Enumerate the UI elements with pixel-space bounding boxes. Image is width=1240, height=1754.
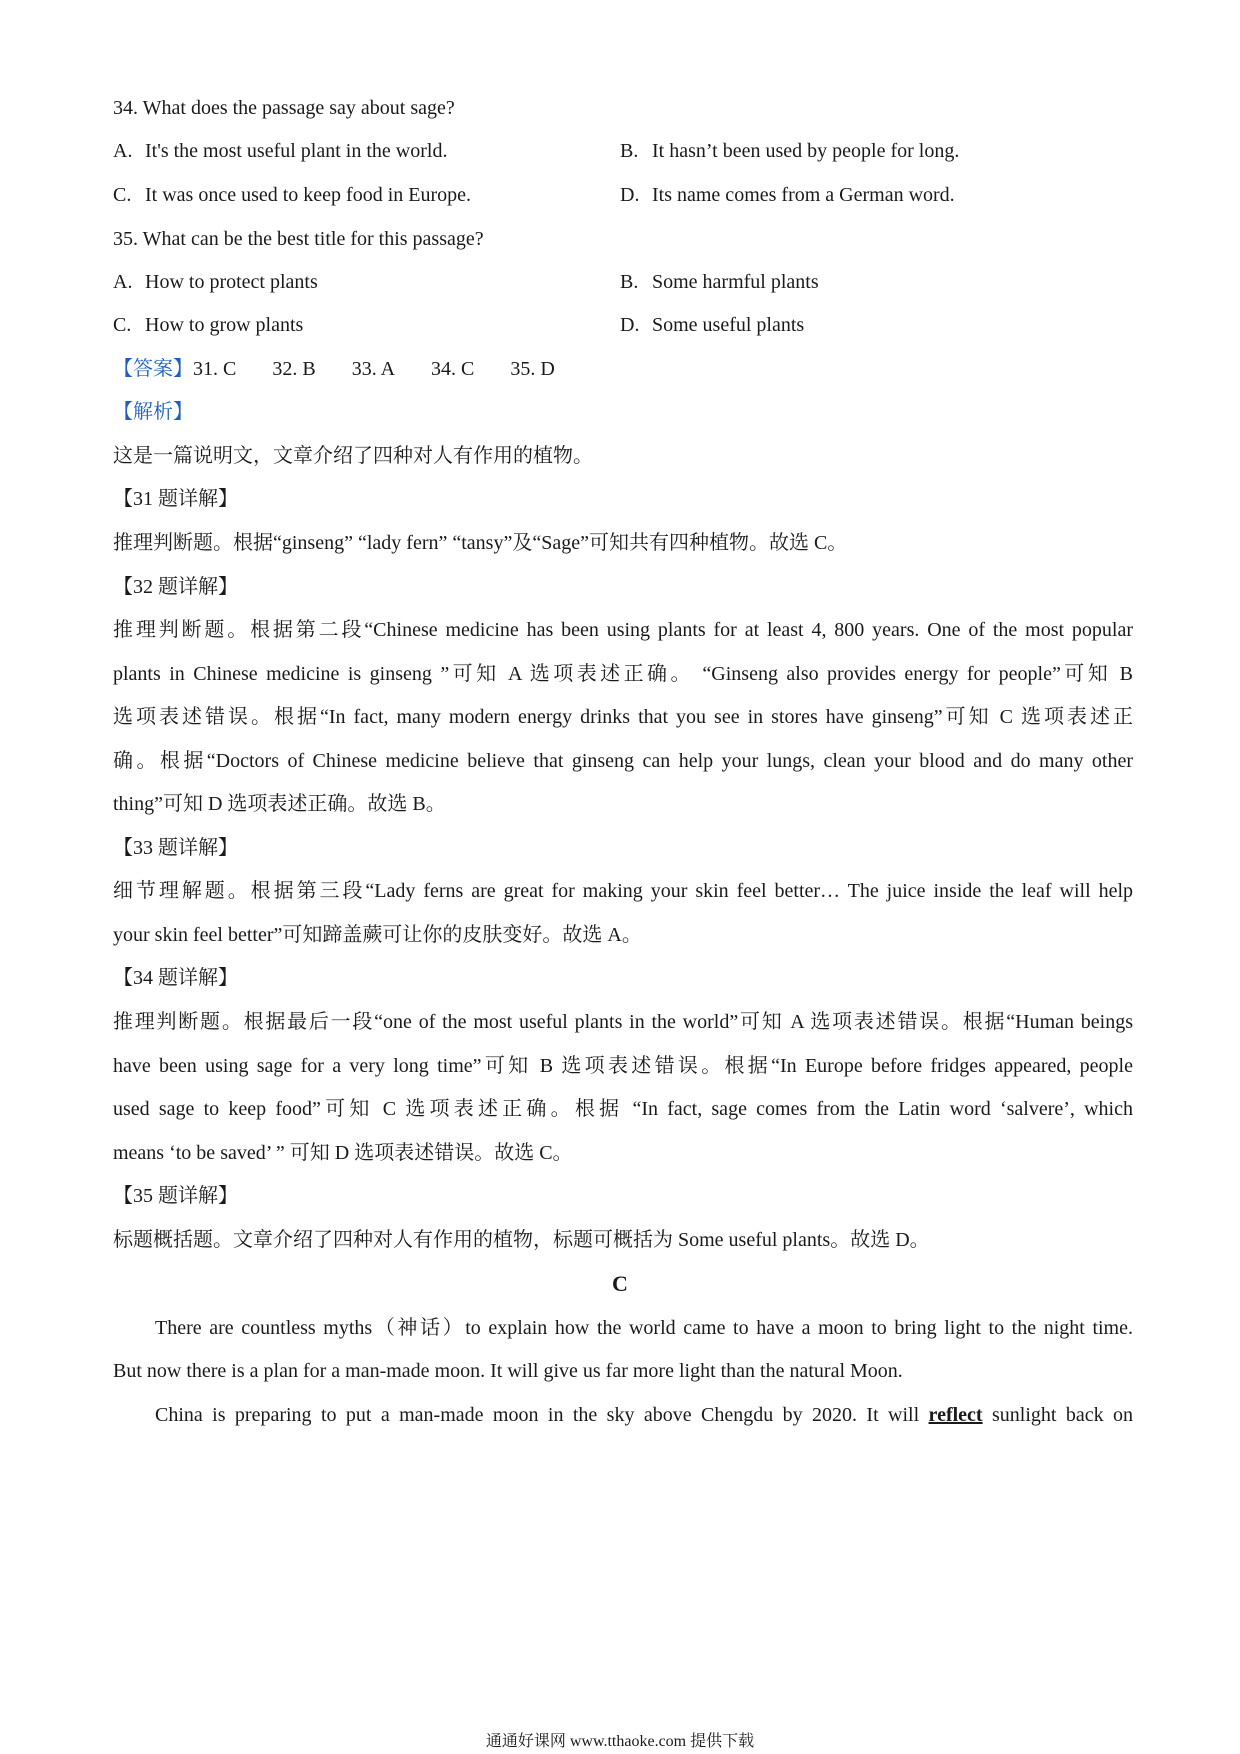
- option-letter: B.: [620, 271, 639, 293]
- detail-33-title: 【33 题详解】: [113, 837, 238, 859]
- answer-label: 【答案】: [113, 358, 193, 380]
- detail-31-title: 【31 题详解】: [113, 488, 238, 510]
- question-35-stem: 35. What can be the best title for this passage?: [113, 228, 484, 250]
- detail-34-line: means ‘to be saved’ ” 可知 D 选项表述错误。故选 C。: [113, 1142, 573, 1164]
- option-letter: C.: [113, 184, 132, 206]
- question-34-stem: 34. What does the passage say about sage?: [113, 97, 455, 119]
- q34-option-c: [113, 181, 471, 209]
- option-text: How to grow plants: [145, 314, 304, 336]
- detail-33-line: 细节理解题。根据第三段“Lady ferns are great for making your skin feel better… The juice inside the leaf will help: [113, 880, 1133, 902]
- detail-32-line: thing”可知 D 选项表述正确。故选 B。: [113, 793, 446, 815]
- detail-32-line: 选项表述错误。根据“In fact, many modern energy drinks that you see in stores have ginseng”可知 C 选项表述正: [113, 706, 1133, 728]
- detail-34-line: used sage to keep food”可知 C 选项表述正确。根据 “In fact, sage comes from the Latin word ‘salvere’, which: [113, 1098, 1133, 1120]
- detail-32-title: 【32 题详解】: [113, 576, 238, 598]
- analysis-intro: 这是一篇说明文，文章介绍了四种对人有作用的植物。: [113, 445, 593, 467]
- option-letter: A.: [113, 271, 133, 293]
- detail-35-title: 【35 题详解】: [113, 1185, 238, 1207]
- q35-option-c: [113, 311, 303, 339]
- option-text: Some harmful plants: [652, 271, 819, 293]
- answer-item: 32. B: [272, 358, 316, 380]
- answer-item: 31. C: [193, 358, 237, 380]
- detail-35-text: 标题概括题。文章介绍了四种对人有作用的植物，标题可概括为 Some useful plants。故选 D。: [113, 1229, 930, 1251]
- answer-key: [113, 355, 1133, 383]
- option-text: How to protect plants: [145, 271, 318, 293]
- passage-text: sunlight back on: [982, 1404, 1133, 1426]
- option-text: Its name comes from a German word.: [652, 184, 955, 206]
- detail-34-title: 【34 题详解】: [113, 967, 238, 989]
- option-letter: D.: [620, 184, 640, 206]
- detail-32-line: 确。根据“Doctors of Chinese medicine believe that ginseng can help your lungs, clean your blood and do many other: [113, 750, 1133, 772]
- answer-item: 34. C: [431, 358, 475, 380]
- option-letter: A.: [113, 140, 133, 162]
- q34-option-d: [620, 181, 955, 209]
- q34-option-a: [113, 137, 447, 165]
- option-text: Some useful plants: [652, 314, 805, 336]
- passage-line: There are countless myths（神话）to explain how the world came to have a moon to bring light to the night time.: [155, 1317, 1133, 1339]
- detail-34-line: 推理判断题。根据最后一段“one of the most useful plants in the world”可知 A 选项表述错误。根据“Human beings: [113, 1011, 1133, 1033]
- detail-32-line: plants in Chinese medicine is ginseng ”可知 A 选项表述正确。 “Ginseng also provides energy for people”可知 B: [113, 663, 1133, 685]
- answer-item: 35. D: [510, 358, 555, 380]
- passage-line: [113, 1401, 1133, 1429]
- page-footer: 通通好课网 www.tthaoke.com 提供下载: [485, 1733, 755, 1750]
- option-text: It hasn’t been used by people for long.: [652, 140, 960, 162]
- analysis-label: 【解析】: [113, 401, 193, 423]
- option-letter: B.: [620, 140, 639, 162]
- option-letter: C.: [113, 314, 132, 336]
- detail-31-text: 推理判断题。根据“ginseng” “lady fern” “tansy”及“Sage”可知共有四种植物。故选 C。: [113, 532, 848, 554]
- detail-34-line: have been using sage for a very long time”可知 B 选项表述错误。根据“In Europe before fridges appeared, people: [113, 1055, 1133, 1077]
- q35-option-d: [620, 311, 804, 339]
- detail-32-line: 推理判断题。根据第二段“Chinese medicine has been using plants for at least 4, 800 years. One of the most popular: [113, 619, 1133, 641]
- section-heading: C: [612, 1271, 628, 1296]
- option-text: It's the most useful plant in the world.: [145, 140, 448, 162]
- passage-line: But now there is a plan for a man-made moon. It will give us far more light than the natural Moon.: [113, 1360, 903, 1382]
- q34-option-b: [620, 137, 959, 165]
- answer-item: 33. A: [351, 358, 396, 380]
- q35-option-a: [113, 268, 318, 296]
- option-text: It was once used to keep food in Europe.: [145, 184, 472, 206]
- passage-text: China is preparing to put a man-made moon in the sky above Chengdu by 2020. It will: [155, 1404, 929, 1426]
- q35-option-b: [620, 268, 819, 296]
- underlined-word: reflect: [928, 1404, 983, 1426]
- option-letter: D.: [620, 314, 640, 336]
- detail-33-line: your skin feel better”可知蹄盖蕨可让你的皮肤变好。故选 A。: [113, 924, 642, 946]
